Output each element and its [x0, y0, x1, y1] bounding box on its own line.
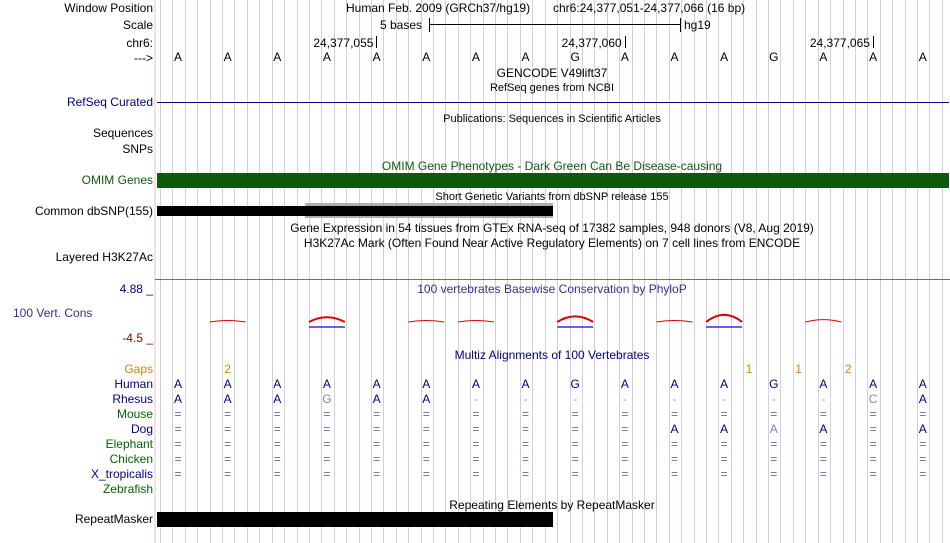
- alignment-base: =: [770, 407, 778, 421]
- alignment-base: A: [670, 422, 679, 436]
- alignment-base: A: [918, 392, 927, 406]
- alignment-base: =: [869, 452, 877, 466]
- base-letter: G: [769, 50, 779, 64]
- alignment-base: A: [273, 392, 282, 406]
- alignment-base: G: [769, 377, 779, 391]
- ruler-tick-label: 24,377,055: [313, 36, 374, 50]
- ruler-tick-mark: [873, 36, 874, 48]
- scale-bar: [429, 18, 681, 32]
- strand-label: --->: [134, 51, 153, 65]
- alignment-base: A: [720, 422, 729, 436]
- phylop-mark: [309, 317, 345, 322]
- alignment-base: =: [472, 422, 480, 436]
- gencode-title: GENCODE V49lift37: [496, 66, 608, 80]
- alignment-base: =: [571, 437, 579, 451]
- species-label[interactable]: Zebrafish: [102, 482, 153, 496]
- alignment-base: -: [771, 392, 776, 406]
- alignment-base: =: [373, 407, 381, 421]
- alignment-base: =: [472, 452, 480, 466]
- species-label[interactable]: Rhesus: [112, 392, 153, 406]
- gaps-label: Gaps: [124, 362, 153, 376]
- alignment-base: =: [720, 407, 728, 421]
- alignment-base: =: [869, 407, 877, 421]
- alignment-base: =: [422, 422, 430, 436]
- alignment-base: =: [323, 407, 331, 421]
- cons-label[interactable]: 100 Vert. Cons: [13, 306, 93, 320]
- base-letter: A: [422, 50, 431, 64]
- alignment-base: =: [224, 422, 232, 436]
- alignment-base: =: [472, 437, 480, 451]
- gap-count: 1: [745, 362, 753, 376]
- alignment-base: A: [372, 377, 381, 391]
- base-letter: A: [819, 50, 828, 64]
- alignment-base: -: [622, 392, 627, 406]
- alignment-base: =: [720, 452, 728, 466]
- alignment-base: =: [919, 407, 927, 421]
- alignment-base: -: [473, 392, 478, 406]
- alignment-base: A: [273, 377, 282, 391]
- alignment-base: A: [521, 377, 530, 391]
- alignment-base: A: [670, 377, 679, 391]
- alignment-base: =: [919, 452, 927, 466]
- chrom-label: chr6:: [126, 36, 153, 50]
- alignment-base: =: [770, 437, 778, 451]
- alignment-base: =: [373, 467, 381, 481]
- alignment-base: A: [173, 377, 183, 391]
- multiz-title: Multiz Alignments of 100 Vertebrates: [454, 348, 650, 362]
- base-letter: A: [372, 50, 381, 64]
- alignment-base: =: [571, 467, 579, 481]
- alignment-base: C: [868, 392, 878, 406]
- alignment-base: =: [770, 452, 778, 466]
- gap-count: 1: [795, 362, 802, 376]
- snps-label[interactable]: SNPs: [122, 142, 153, 156]
- species-label[interactable]: Human: [114, 377, 153, 391]
- alignment-base: =: [174, 452, 182, 466]
- gap-count: 2: [844, 362, 852, 376]
- phylop-mark: [458, 321, 494, 323]
- refseq-label[interactable]: RefSeq Curated: [66, 95, 153, 109]
- base-letter: A: [620, 50, 629, 64]
- alignment-base: G: [570, 377, 580, 391]
- omim-bar[interactable]: [157, 173, 949, 188]
- alignment-base: =: [819, 452, 827, 466]
- gap-count: 2: [224, 362, 231, 376]
- h3k27ac-baseline: [155, 279, 950, 280]
- base-letter: G: [570, 50, 580, 64]
- alignment-base: =: [373, 437, 381, 451]
- alignment-base: A: [223, 392, 232, 406]
- assembly-title: Human Feb. 2009 (GRCh37/hg19): [346, 1, 531, 15]
- alignment-base: =: [621, 437, 629, 451]
- alignment-base: =: [869, 437, 877, 451]
- ruler-tick-label: 24,377,060: [561, 36, 622, 50]
- phylop-mark: [557, 316, 593, 322]
- h3k27ac-title: H3K27Ac Mark (Often Found Near Active Regulatory Elements) on 7 cell lines from ENCODE: [303, 236, 801, 250]
- alignment-base: =: [720, 467, 728, 481]
- gtex-title: Gene Expression in 54 tissues from GTEx RNA-seq of 17382 samples, 948 donors (V8, Aug 2019): [290, 221, 814, 235]
- refseq-line[interactable]: [157, 102, 949, 103]
- alignment-base: =: [522, 452, 530, 466]
- alignment-base: A: [471, 377, 480, 391]
- alignment-base: =: [720, 437, 728, 451]
- alignment-base: =: [919, 437, 927, 451]
- base-letter: A: [273, 50, 282, 64]
- alignment-base: =: [323, 422, 331, 436]
- alignment-base: =: [224, 437, 232, 451]
- rmsk-bar[interactable]: [157, 512, 553, 527]
- cons-title: 100 vertebrates Basewise Conservation by PhyloP: [417, 282, 687, 296]
- alignment-base: =: [770, 467, 778, 481]
- alignment-base: =: [174, 437, 182, 451]
- alignment-base: =: [522, 467, 530, 481]
- species-label[interactable]: Chicken: [109, 452, 153, 466]
- alignment-base: =: [472, 407, 480, 421]
- alignment-base: A: [223, 377, 232, 391]
- alignment-base: =: [373, 422, 381, 436]
- rmsk-title: Repeating Elements by RepeatMasker: [449, 498, 655, 512]
- phylop-mark: [408, 321, 444, 323]
- alignment-base: =: [273, 452, 281, 466]
- alignment-base: A: [173, 392, 183, 406]
- alignment-base: -: [722, 392, 727, 406]
- phylop-mark: [210, 321, 246, 323]
- alignment-base: =: [919, 467, 927, 481]
- omim-title: OMIM Gene Phenotypes - Dark Green Can Be Disease-causing: [381, 159, 723, 173]
- alignment-base: =: [522, 407, 530, 421]
- phylop-mark: [657, 321, 693, 323]
- alignment-base: A: [918, 377, 927, 391]
- alignment-base: =: [621, 452, 629, 466]
- dbsnp-title: Short Genetic Variants from dbSNP release 155: [435, 191, 669, 203]
- scale-text: 5 bases: [380, 18, 423, 32]
- scale-label: Scale: [122, 18, 153, 32]
- alignment-base: =: [323, 437, 331, 451]
- dbsnp-label[interactable]: Common dbSNP(155): [34, 204, 153, 218]
- alignment-base: G: [322, 392, 332, 406]
- base-letter: A: [670, 50, 679, 64]
- phylop-mark: [805, 320, 841, 322]
- species-label[interactable]: Mouse: [116, 407, 153, 421]
- pubs-title: Publications: Sequences in Scientific Articles: [443, 113, 661, 125]
- base-letter: A: [869, 50, 878, 64]
- alignment-base: =: [670, 467, 679, 481]
- species-label[interactable]: X_tropicalis: [90, 467, 153, 481]
- alignment-base: =: [422, 437, 430, 451]
- alignment-base: =: [819, 437, 827, 451]
- base-letter: A: [322, 50, 331, 64]
- alignment-base: =: [472, 467, 480, 481]
- scale-db: hg19: [684, 18, 711, 32]
- base-letter: A: [720, 50, 729, 64]
- alignment-base: =: [621, 422, 629, 436]
- base-letter: A: [173, 50, 182, 64]
- alignment-base: A: [918, 422, 927, 436]
- alignment-base: =: [869, 467, 877, 481]
- alignment-base: =: [522, 422, 530, 436]
- alignment-base: =: [819, 407, 827, 421]
- species-label[interactable]: Elephant: [105, 437, 153, 451]
- alignment-base: =: [422, 452, 430, 466]
- cons-min: -4.5 _: [122, 331, 153, 345]
- alignment-base: =: [621, 407, 629, 421]
- species-label[interactable]: Dog: [130, 422, 153, 436]
- alignment-base: A: [620, 377, 629, 391]
- ruler-tick-mark: [376, 36, 377, 48]
- alignment-base: =: [522, 437, 530, 451]
- alignment-base: =: [670, 407, 679, 421]
- alignment-base: =: [670, 452, 679, 466]
- alignment-base: -: [672, 392, 677, 406]
- base-letter: A: [471, 50, 480, 64]
- base-letter: A: [521, 50, 530, 64]
- alignment-base: =: [621, 467, 629, 481]
- alignment-base: A: [819, 422, 828, 436]
- ruler-tick-mark: [625, 36, 626, 48]
- alignment-base: =: [571, 422, 579, 436]
- alignment-base: A: [422, 377, 431, 391]
- alignment-base: A: [869, 377, 878, 391]
- alignment-base: -: [523, 392, 528, 406]
- alignment-base: A: [372, 392, 381, 406]
- alignment-base: A: [322, 377, 331, 391]
- dbsnp-bar-core[interactable]: [305, 206, 553, 216]
- phylop-graph[interactable]: [0, 300, 950, 340]
- alignment-base: =: [224, 467, 232, 481]
- alignment-base: A: [819, 377, 828, 391]
- alignment-base: A: [422, 392, 431, 406]
- window-position-label: Window Position: [64, 1, 153, 15]
- alignment-base: =: [422, 407, 430, 421]
- rmsk-label[interactable]: RepeatMasker: [74, 512, 153, 526]
- alignment-base: =: [273, 422, 281, 436]
- alignment-base: =: [422, 467, 430, 481]
- refseq-subtitle: RefSeq genes from NCBI: [489, 82, 615, 94]
- omim-label[interactable]: OMIM Genes: [81, 173, 153, 187]
- alignment-base: -: [821, 392, 826, 406]
- alignment-base: =: [174, 422, 182, 436]
- alignment-base: -: [573, 392, 578, 406]
- phylop-mark: [706, 315, 742, 322]
- alignment-base: =: [224, 452, 232, 466]
- alignment-base: =: [373, 452, 381, 466]
- h3k27ac-label[interactable]: Layered H3K27Ac: [55, 250, 153, 264]
- alignment-base: =: [273, 437, 281, 451]
- sequences-label[interactable]: Sequences: [92, 126, 153, 140]
- alignment-base: =: [174, 467, 182, 481]
- alignment-base: =: [819, 467, 827, 481]
- alignment-base: =: [273, 407, 281, 421]
- alignment-base: =: [224, 407, 232, 421]
- ruler-tick-label: 24,377,065: [809, 36, 870, 50]
- cons-max: 4.88 _: [119, 282, 153, 296]
- alignment-base: A: [769, 422, 778, 436]
- alignment-base: =: [273, 467, 281, 481]
- alignment-base: =: [323, 467, 331, 481]
- base-letter: A: [918, 50, 927, 64]
- alignment-base: =: [869, 422, 877, 436]
- position-text[interactable]: chr6:24,377,051-24,377,066 (16 bp): [553, 1, 746, 15]
- alignment-base: =: [571, 452, 579, 466]
- alignment-base: =: [323, 452, 331, 466]
- alignment-base: A: [720, 377, 729, 391]
- base-letter: A: [223, 50, 232, 64]
- alignment-base: =: [670, 437, 679, 451]
- alignment-base: =: [174, 407, 182, 421]
- alignment-base: =: [571, 407, 579, 421]
